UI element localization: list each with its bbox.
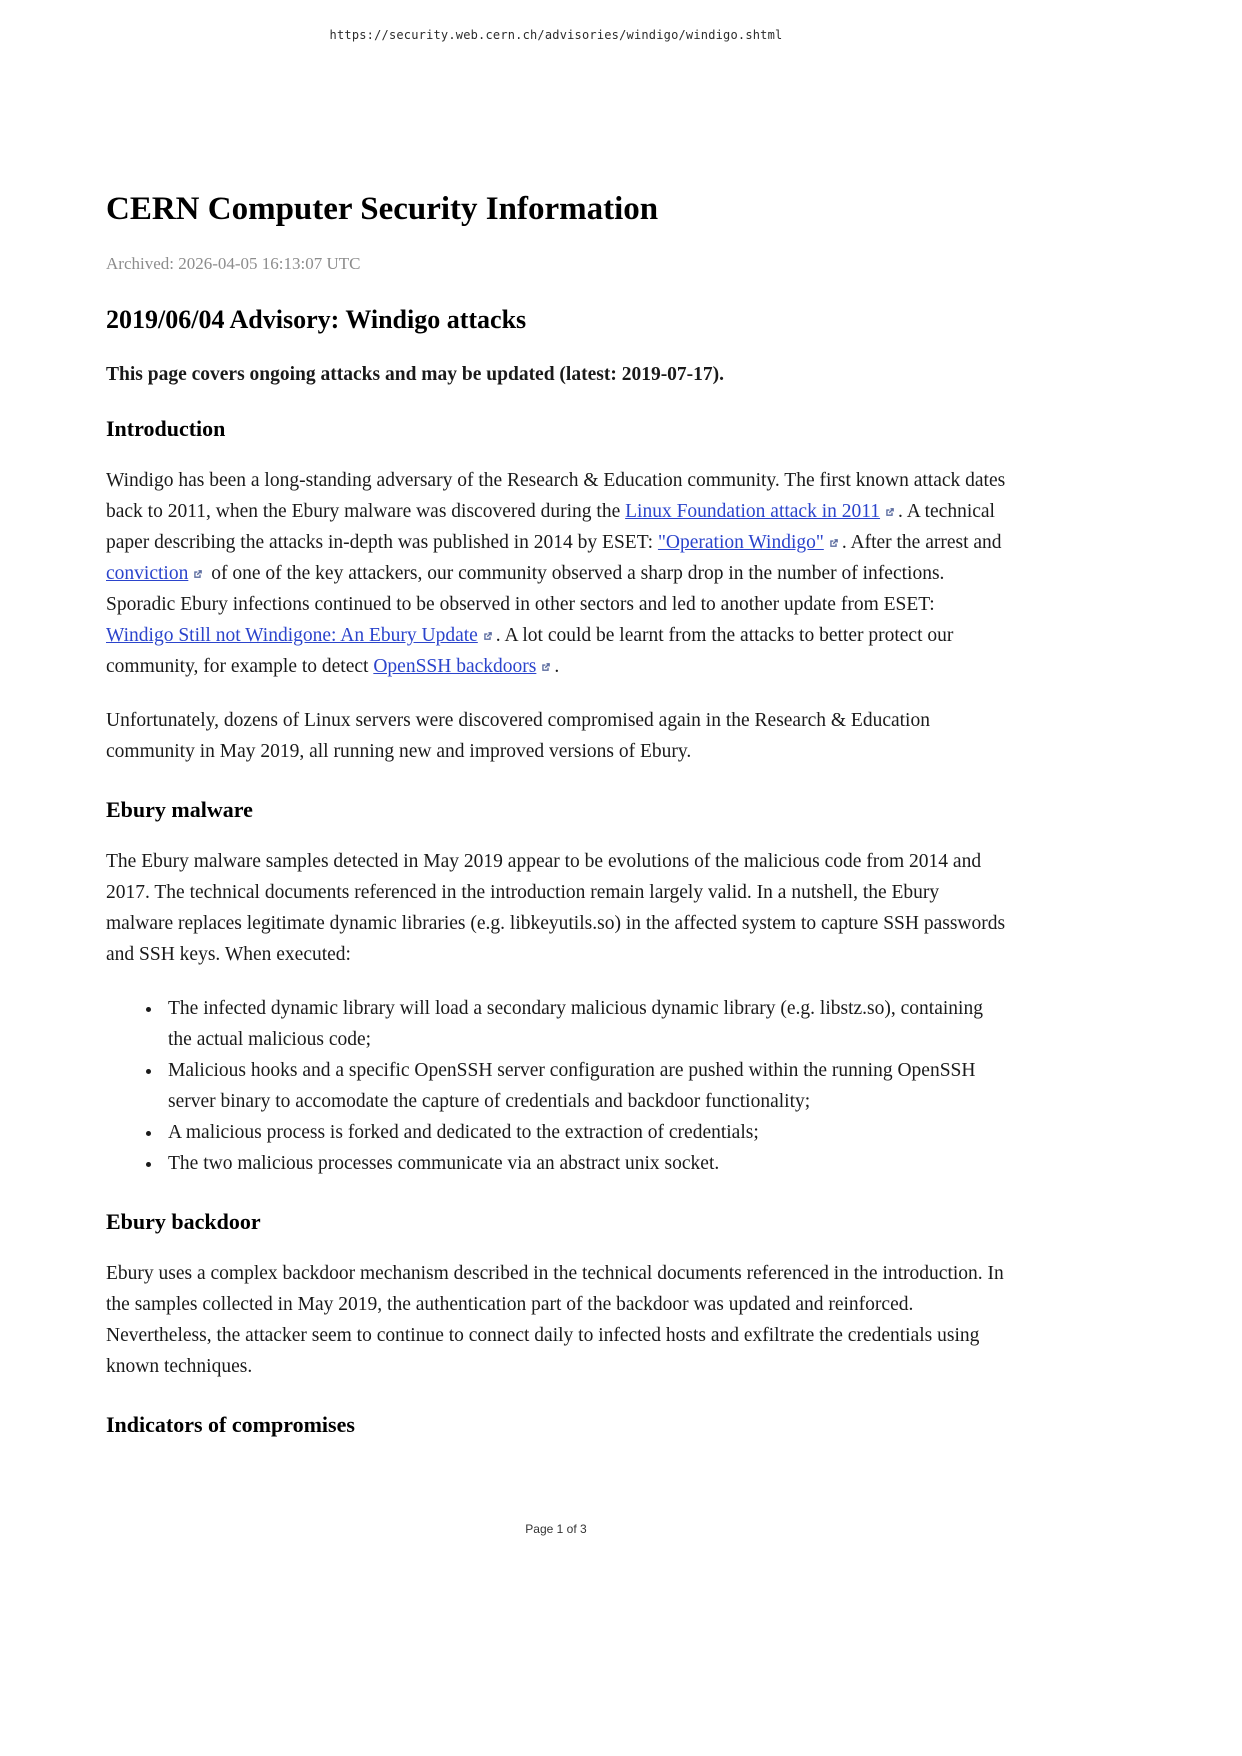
external-link-icon (482, 627, 494, 647)
section-heading-ebury-backdoor: Ebury backdoor (106, 1209, 261, 1234)
doc-link[interactable]: Windigo Still not Windigone: An Ebury Update (106, 625, 478, 646)
doc-link[interactable]: Linux Foundation attack in 2011 (625, 501, 881, 522)
ebury-malware-paragraph: The Ebury malware samples detected in May 2019 appear to be evolutions of the malicious code from 2014 and 2017. The technical documents referenced in the introduction remain largely valid. In a nutshell, the Ebury malware replaces legitimate dynamic libraries (e.g. libkeyutils.so) in the affected system to capture SSH passwords and SSH keys. When executed: (106, 851, 1006, 965)
ebury-malware-bullet-list (106, 993, 1006, 1179)
external-link-icon (192, 565, 204, 585)
introduction-paragraph-2: Unfortunately, dozens of Linux servers were discovered compromised again in the Research & Education community in May 2019, all running new and improved versions of Ebury. (106, 710, 930, 762)
doc-link[interactable]: OpenSSH backdoors (373, 656, 537, 677)
page-number-footer: Page 1 of 3 (525, 1522, 587, 1536)
external-link-icon (540, 658, 552, 678)
list-item: • The two malicious processes communicate via an abstract unix socket. (163, 1148, 1006, 1179)
section-heading-introduction: Introduction (106, 416, 226, 441)
archived-timestamp: Archived: 2026-04-05 16:13:07 UTC (106, 254, 361, 273)
list-item: • Malicious hooks and a specific OpenSSH server configuration are pushed within the running OpenSSH server binary to accomodate the capture of credentials and backdoor functionality; (163, 1055, 1006, 1117)
page-title: CERN Computer Security Information (106, 191, 659, 227)
introduction-paragraph-1: Windigo has been a long-standing adversary of the Research & Education community. The first known attack dates back to 2011, when the Ebury malware was discovered during the Linux Foundation attack in 2011 . A technical paper describing the attacks in-depth was published in 2014 by ESET: "Operation Windigo" . After the arrest and conviction of one of the key attackers, our community observed a sharp drop in the number of infections. Sporadic Ebury infections continued to be observed in other sectors and led to another update from ESET: Windigo Still not Windigone: An Ebury Update . A lot could be learnt from the attacks to better protect our community, for example to detect OpenSSH backdoors . (106, 470, 1006, 677)
ebury-backdoor-paragraph: Ebury uses a complex backdoor mechanism described in the technical documents referenced in the introduction. In the samples collected in May 2019, the authentication part of the backdoor was updated and reinforced. Nevertheless, the attacker seem to continue to connect daily to infected hosts and exfiltrate the credentials using known techniques. (106, 1263, 1004, 1377)
section-heading-ebury-malware: Ebury malware (106, 797, 253, 822)
doc-link[interactable]: conviction (106, 563, 189, 584)
list-item: • A malicious process is forked and dedicated to the extraction of credentials; (163, 1117, 1006, 1148)
external-link-icon (828, 534, 840, 554)
advisory-heading: 2019/06/04 Advisory: Windigo attacks (106, 305, 527, 334)
list-item: • The infected dynamic library will load a secondary malicious dynamic library (e.g. libstz.so), containing the actual malicious code; (163, 993, 1006, 1055)
page-url-header: https://security.web.cern.ch/advisories/windigo/windigo.shtml (329, 28, 783, 42)
external-link-icon (884, 503, 896, 523)
update-note: This page covers ongoing attacks and may be updated (latest: 2019-07-17). (106, 364, 725, 385)
document-content (106, 0, 1006, 1438)
doc-link[interactable]: "Operation Windigo" (657, 532, 824, 553)
section-heading-indicators: Indicators of compromises (106, 1412, 355, 1437)
